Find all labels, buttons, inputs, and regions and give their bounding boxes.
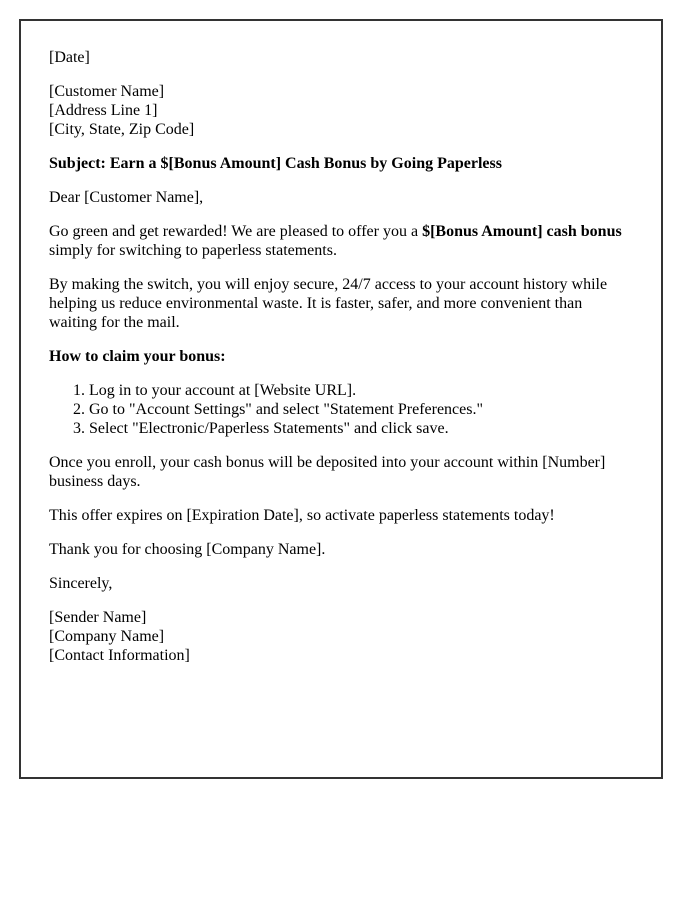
claim-step-3: 3. Select "Electronic/Paperless Statements" and click save. (89, 419, 633, 438)
thanks-paragraph: Thank you for choosing [Company Name]. (49, 541, 326, 558)
closing: Sincerely, (49, 575, 113, 592)
company-name-line: [Company Name] (49, 628, 165, 645)
salutation: Dear [Customer Name], (49, 189, 204, 206)
claim-heading: How to claim your bonus: (49, 348, 226, 365)
claim-steps-list (49, 381, 633, 438)
deposit-paragraph: Once you enroll, your cash bonus will be deposited into your account within [Number] business days. (49, 454, 606, 490)
contact-information-line: [Contact Information] (49, 647, 190, 664)
signature-block (49, 608, 633, 665)
offer-text-before: Go green and get rewarded! We are pleased to offer you a (49, 223, 423, 240)
offer-text-after: simply for switching to paperless statements. (49, 242, 337, 259)
bonus-amount-highlight: $[Bonus Amount] cash bonus (422, 223, 622, 240)
claim-step-1: 1. Log in to your account at [Website URL]. (89, 381, 633, 400)
recipient-city-line: [City, State, Zip Code] (49, 121, 195, 138)
recipient-address-line: [Address Line 1] (49, 102, 158, 119)
date-placeholder: [Date] (49, 49, 90, 66)
recipient-name-line: [Customer Name] (49, 83, 165, 100)
claim-step-2: 2. Go to "Account Settings" and select "Statement Preferences." (89, 400, 633, 419)
recipient-address-block (49, 82, 633, 139)
letter-page (19, 19, 663, 779)
expiration-paragraph: This offer expires on [Expiration Date], so activate paperless statements today! (49, 507, 555, 524)
subject-line: Subject: Earn a $[Bonus Amount] Cash Bonus by Going Paperless (49, 155, 502, 172)
offer-paragraph (49, 222, 633, 260)
sender-name-line: [Sender Name] (49, 609, 147, 626)
benefits-paragraph: By making the switch, you will enjoy secure, 24/7 access to your account history while helping us reduce environmental waste. It is faster, safer, and more convenient than waiting for the mail. (49, 276, 608, 331)
